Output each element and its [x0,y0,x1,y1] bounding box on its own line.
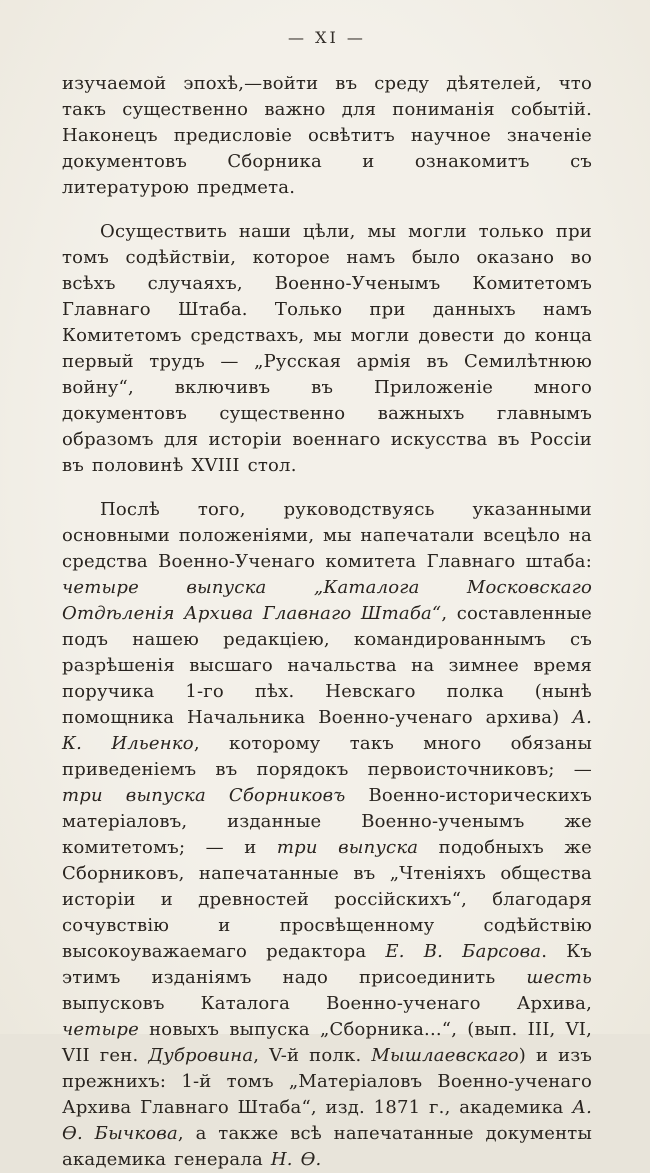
italic-text-run: Дубровина [148,1045,254,1066]
text-run: Послѣ того, руководствуясь указанными основными положеніями, мы напечатали всецѣло на средства Военно-Ученаго комитета Главнаго штаба: [62,499,592,572]
text-run: , V-й полк. [253,1045,372,1066]
italic-text-run: шесть [526,967,592,988]
paragraph [62,219,592,479]
italic-text-run: четыре выпуска „Каталога Московскаго Отдѣленія Архива Главнаго Штаба“ [62,577,592,624]
italic-text-run: А. К. Ильенко [62,707,592,754]
text-run: ) и изъ прежнихъ: 1-й томъ „Матеріаловъ Военно-ученаго Архива Главнаго Штаба“, изд. 1871 г., академика [62,1045,593,1118]
italic-text-run: три выпуска Сборниковъ [62,785,346,806]
text-run: Военно-историческихъ матеріаловъ, изданные Военно-ученымъ же комитетомъ; — и [62,785,593,858]
page-number: — XI — [288,28,366,47]
text-run: изучаемой эпохѣ,—войти въ среду дѣятелей, что такъ существенно важно для пониманія событій. Наконецъ предисловіе освѣтитъ научное значеніе документовъ Сборника и ознакомитъ съ литературою предмета. [62,73,592,198]
text-run: , а также всѣ напечатанные документы академика генерала [62,1123,592,1170]
text-block [62,71,592,1173]
italic-text-run: Н. Ѳ. [270,1149,322,1170]
text-run: , составленные подъ нашею редакціею, командированнымъ съ разрѣшенія высшаго начальства на зимнее время поручика 1-го пѣх. Невскаго полка (нынѣ помощника Начальника Военно-ученаго архива) [62,603,592,728]
text-run: . Къ этимъ изданіямъ надо присоединить [62,941,592,988]
paragraph [62,497,592,1173]
italic-text-run: четыре [62,1019,139,1040]
paragraph [62,71,592,201]
text-run: Осуществить наши цѣли, мы могли только при томъ содѣйствіи, которое намъ было оказано во всѣхъ случаяхъ, Военно-Ученымъ Комитетомъ Главнаго Штаба. Только при данныхъ намъ Комитетомъ средствахъ, мы могли довести до конца первый трудъ — „Русская армія въ Семилѣтнюю войну“, включивъ въ Приложеніе много документовъ существенно важныхъ главнымъ образомъ для исторіи военнаго искусства въ Россіи въ половинѣ XVIII стол. [62,221,592,476]
text-run: новыхъ выпуска „Сборника...“, (вып. III, VI, VII ген. [62,1019,592,1066]
text-run: подобныхъ же Сборниковъ, напечатанные въ „Чтеніяхъ общества исторіи и древностей россійскихъ“, благодаря сочувствію и просвѣщенному содѣйствію высокоуважаемаго редактора [62,837,592,962]
italic-text-run: Мышлаевскаго [371,1045,519,1066]
italic-text-run: Е. В. Барсова [385,941,542,962]
text-run: выпусковъ Каталога Военно-ученаго Архива, [62,993,592,1014]
text-run: , которому такъ много обязаны приведеніемъ въ порядокъ первоисточниковъ; — [62,733,592,780]
italic-text-run: три выпуска [276,837,419,858]
italic-text-run: А. Ѳ. Бычкова [62,1097,592,1144]
